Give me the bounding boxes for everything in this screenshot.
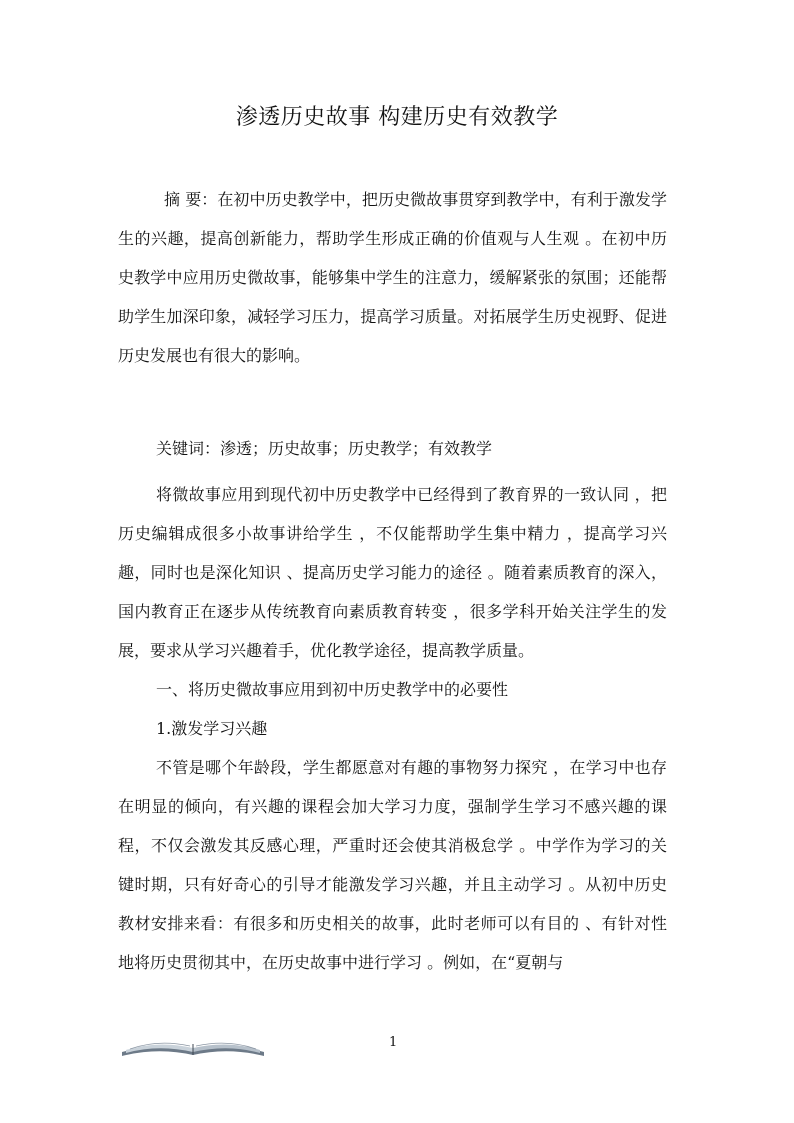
keywords-section bbox=[156, 429, 676, 468]
page-number: 1 bbox=[389, 1035, 398, 1050]
page-footer bbox=[0, 1030, 794, 1070]
keywords-line: 关键词：渗透；历史故事；历史教学；有效教学 bbox=[156, 439, 493, 458]
main-body bbox=[118, 475, 667, 982]
abstract-section bbox=[118, 180, 667, 375]
subsection-heading-1-1: 1.激发学习兴趣 bbox=[156, 719, 268, 738]
section-heading-1: 一、将历史微故事应用到初中历史教学中的必要性 bbox=[156, 680, 509, 699]
open-book-icon bbox=[118, 1030, 268, 1060]
body-paragraph-intro: 将微故事应用到现代初中历史教学中已经得到了教育界的一致认同 ，把历史编辑成很多小故事讲给学生 ，不仅能帮助学生集中精力 ，提高学习兴趣，同时也是深化知识 、提高历史学习能力的途径 。随着素质教育的深入，国内教育正在逐步从传统教育向素质教育转变 ，很多学科开始关注学生的发展，要求从学习兴趣着手，优化教学途径，提高教学质量。 bbox=[118, 485, 667, 660]
body-paragraph-interest: 不管是哪个年龄段，学生都愿意对有趣的事物努力探究 ，在学习中也存在明显的倾向，有兴趣的课程会加大学习力度，强制学生学习不感兴趣的课程，不仅会激发其反感心理，严重时还会使其消极怠学 。中学作为学习的关键时期，只有好奇心的引导才能激发学习兴趣，并且主动学习 。从初中历史教材安排来看：有很多和历史相关的故事，此时老师可以有目的 、有针对性地将历史贯彻其中，在历史故事中进行学习 。例如，在“夏朝与 bbox=[118, 758, 667, 972]
abstract-paragraph: 摘 要：在初中历史教学中，把历史微故事贯穿到教学中，有利于激发学生的兴趣，提高创新能力，帮助学生形成正确的价值观与人生观 。在初中历史教学中应用历史微故事，能够集中学生的注意力，缓解紧张的氛围；还能帮助学生加深印象，减轻学习压力，提高学习质量。对拓展学生历史视野、促进历史发展也有很大的影响。 bbox=[118, 190, 667, 365]
document-title: 渗透历史故事 构建历史有效教学 bbox=[235, 105, 559, 130]
